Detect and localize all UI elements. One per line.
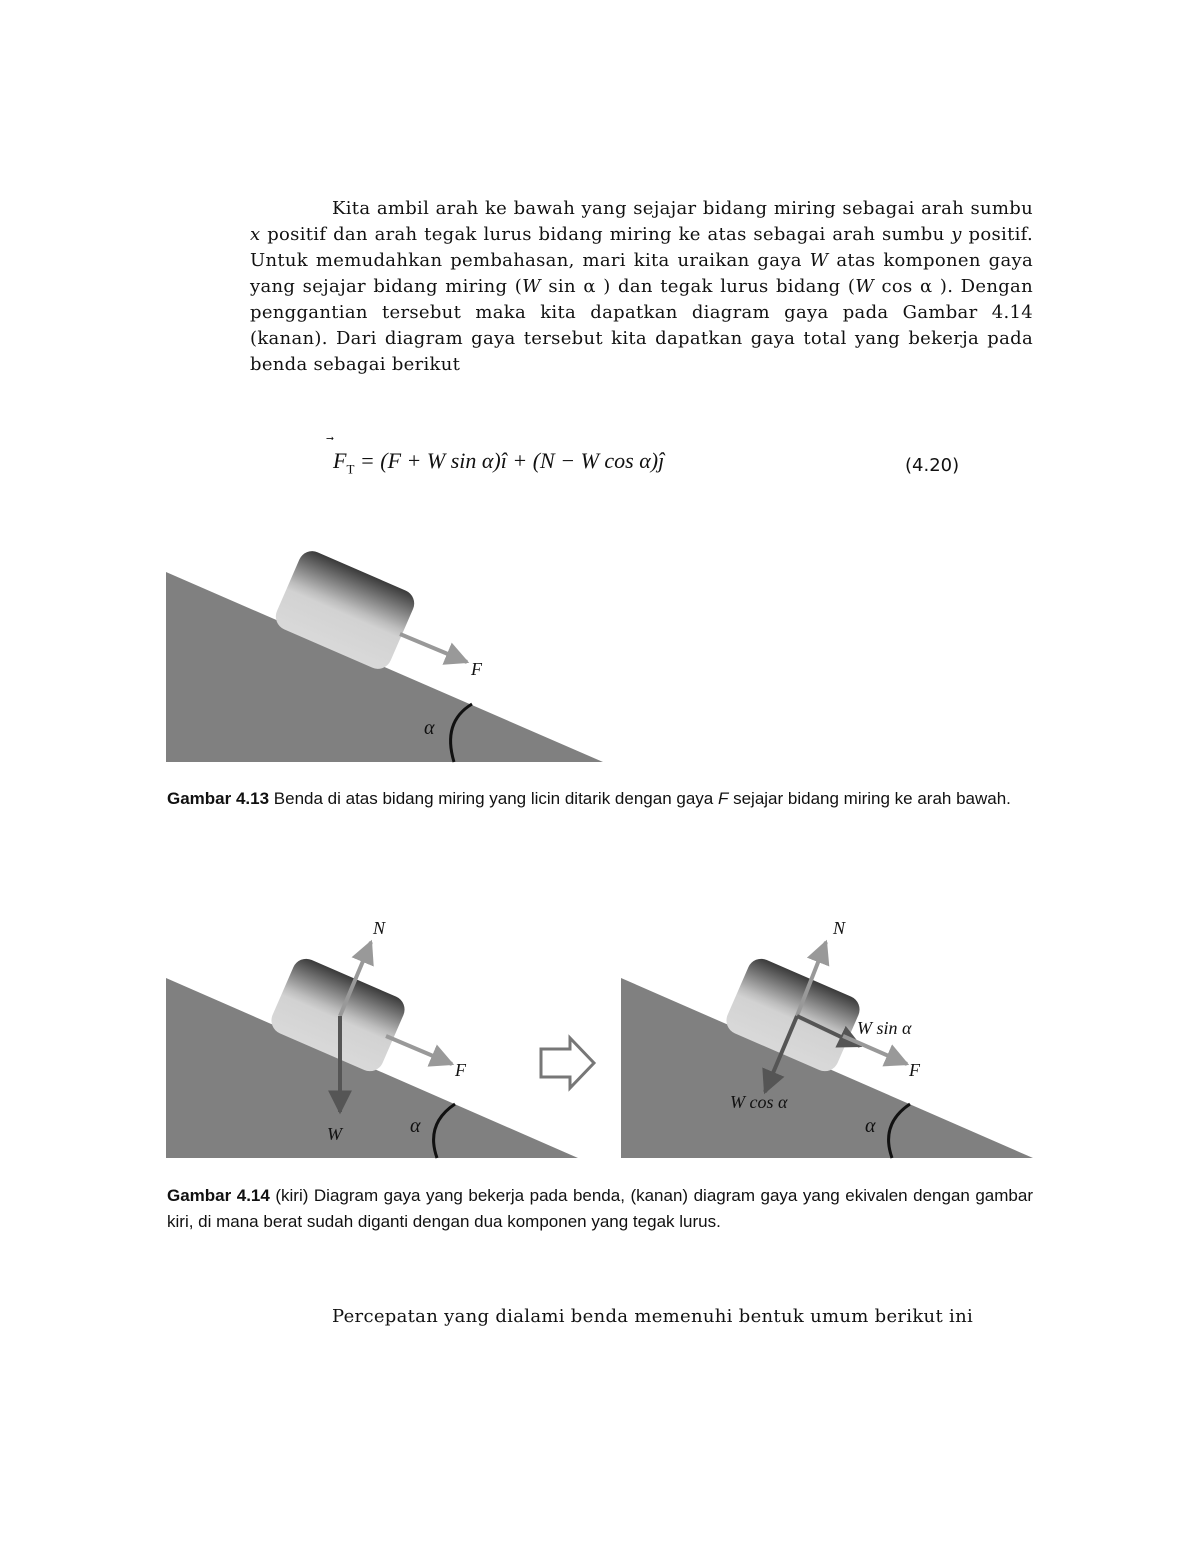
caption-text: sejajar bidang miring ke arah bawah.: [728, 789, 1011, 808]
var-w: W: [522, 276, 541, 297]
eq-part2: + (N − W cos α): [512, 448, 659, 473]
para1-text: sumbu: [970, 198, 1033, 219]
diagram-right: [621, 918, 1033, 1158]
caption-var: F: [717, 789, 729, 808]
para1-text: positif. Untuk memudahkan pembahasan, mari kita uraikan: [250, 224, 1034, 271]
para2-text: Percepatan yang dialami benda memenuhi bentuk umum berikut ini: [332, 1306, 974, 1327]
caption-text: (kiri) Diagram gaya yang bekerja pada benda, (kanan) diagram gaya yang ekivalen dengan gambar kiri, di mana berat sudah diganti dengan dua komponen yang tegak lurus.: [167, 1186, 1033, 1231]
para1-text: tegak lurus bidang (: [660, 276, 856, 297]
label-force: F: [471, 659, 482, 679]
para1-text: gaya: [757, 250, 802, 271]
caption-label: Gambar 4.13: [167, 789, 270, 808]
eq-unit-i: î: [500, 448, 507, 473]
caption-text: Benda di atas bidang miring yang licin ditarik dengan gaya: [269, 789, 718, 808]
caption-4-14: [167, 1183, 1033, 1235]
paragraph-intro: [250, 196, 1033, 378]
paragraph-acceleration: [250, 1304, 1033, 1330]
label-normal-right: N: [833, 918, 846, 938]
eq-unit-j: ĵ: [658, 448, 665, 473]
caption-label: Gambar 4.14: [167, 1186, 270, 1205]
transform-arrow-icon: [541, 1038, 594, 1088]
var-w: W: [809, 250, 829, 271]
var-w: W: [855, 276, 874, 297]
figure-4-14: [160, 912, 1040, 1162]
para1-text: dapatkan diagram gaya pada Gambar 4.14 (kanan). Dari diagram gaya: [250, 302, 1033, 349]
force-arrow-left: [386, 1036, 452, 1064]
label-wsin: W sin α: [857, 1018, 912, 1038]
var-x: x: [250, 224, 261, 245]
label-wcos: W cos α: [730, 1092, 788, 1112]
caption-4-13: [167, 786, 1033, 812]
para1-text: tersebut kita dapatkan gaya total yang bekerja pada benda sebagai berikut: [250, 328, 1033, 375]
label-angle-right: α: [865, 1115, 876, 1137]
figure-4-13: [160, 550, 620, 765]
diagram-left: [166, 918, 578, 1158]
force-arrow-f: [400, 634, 467, 662]
label-normal-left: N: [373, 918, 386, 938]
label-angle-left: α: [410, 1115, 421, 1137]
para1-line-1: Kita ambil arah ke bawah yang sejajar bidang miring sebagai arah: [332, 198, 964, 219]
eq-lhs-sub: T: [346, 461, 355, 477]
var-y: y: [951, 224, 962, 245]
para1-text: cos α ). Dengan penggantian tersebut maka kita: [250, 276, 1033, 323]
para1-text: atas komponen gaya yang sejajar bidang miring (: [250, 250, 1033, 297]
force-arrow-right: [843, 1036, 907, 1064]
equation-number: (4.20): [905, 455, 960, 476]
label-force-right: F: [909, 1060, 920, 1080]
para1-text: positif dan arah tegak lurus bidang miring ke atas sebagai arah: [267, 224, 876, 245]
label-force-left: F: [455, 1060, 466, 1080]
eq-part1: = (F + W sin α): [359, 448, 501, 473]
eq-lhs: F: [333, 448, 347, 473]
label-angle: α: [424, 717, 435, 739]
equation-4-20: [333, 448, 973, 488]
para1-text: sin α ) dan: [548, 276, 653, 297]
label-weight: W: [327, 1124, 342, 1144]
para1-text: sumbu: [882, 224, 945, 245]
